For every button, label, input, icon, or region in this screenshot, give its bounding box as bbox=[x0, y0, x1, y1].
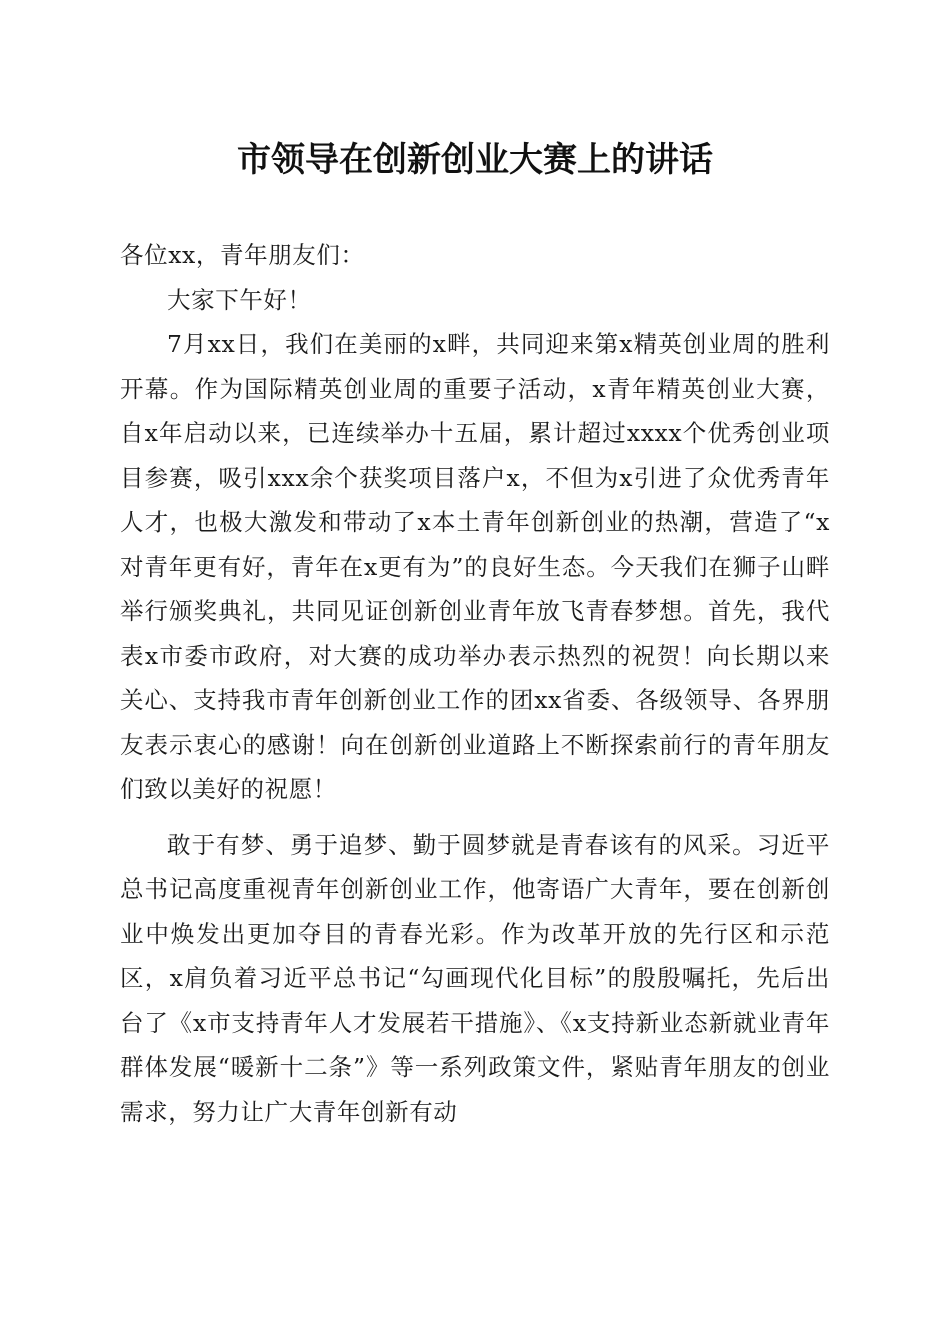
greeting-line: 各位xx，青年朋友们： bbox=[120, 241, 365, 269]
paragraph-youth-dreams: 敢于有梦、勇于追梦、勤于圆梦就是青春该有的风采。习近平总书记高度重视青年创新创业工作，他寄语广大青年，要在创新创业中焕发出更加夺目的青春光彩。作为改革开放的先行区和示范区，x肩负着习近平总书记“勾画现代化目标”的殷殷嘱托，先后出台了《x市支持青年人才发展若干措施》、《x支持新业态新就业青年群体发展“暖新十二条”》等一系列政策文件，紧贴青年朋友的创业需求，努力让广大青年创新有动 bbox=[120, 830, 830, 1126]
paragraph-opening: 7月xx日，我们在美丽的x畔，共同迎来第x精英创业周的胜利开幕。作为国际精英创业周的重要子活动，x青年精英创业大赛，自x年启动以来，已连续举办十五届，累计超过xxxx个优秀创业项目参赛，吸引xxx余个获奖项目落户x，不但为x引进了众优秀青年人才，也极大激发和带动了x本土青年创新创业的热潮，营造了“x对青年更有好，青年在x更有为”的良好生态。今天我们在狮子山畔举行颁奖典礼，共同见证创新创业青年放飞青春梦想。首先，我代表x市委市政府，对大赛的成功举办表示热烈的祝贺！向长期以来关心、支持我市青年创新创业工作的团xx省委、各级领导、各界朋友表示衷心的感谢！向在创新创业道路上不断探索前行的青年朋友们致以美好的祝愿！ bbox=[120, 330, 830, 803]
document-body bbox=[120, 233, 830, 1134]
paragraph-salutation: 大家下午好！ bbox=[167, 285, 312, 314]
document-title: 市领导在创新创业大赛上的讲话 bbox=[237, 140, 713, 180]
